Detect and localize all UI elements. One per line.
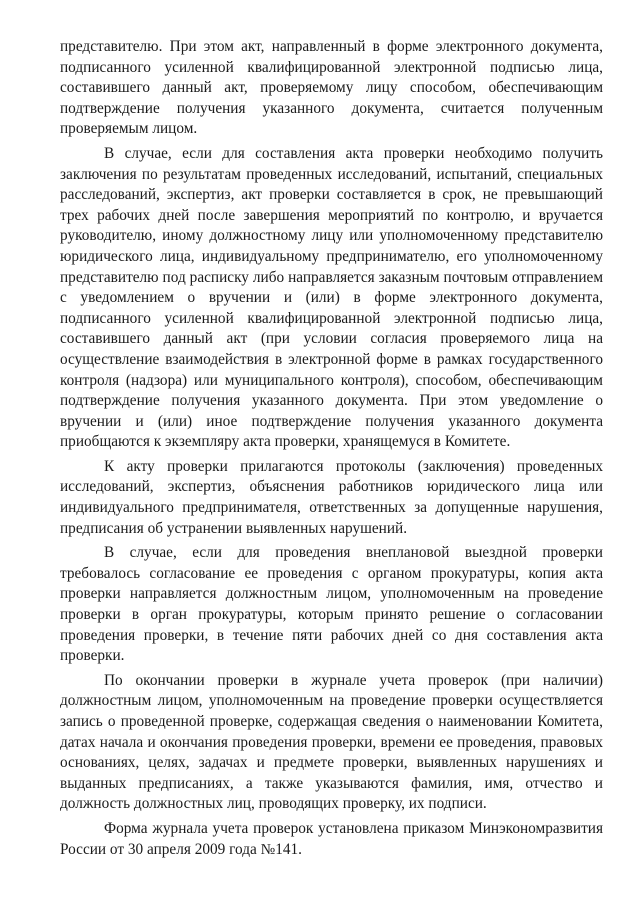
paragraph-act-attachments: К акту проверки прилагаются протоколы (заключения) проведенных исследований, экспертиз, объяснения работников юридического лица или индивидуального предпринимателя, ответственных за допущенные нарушения, предписания об устранении выявленных нарушений.: [60, 457, 603, 537]
paragraph-inspection-journal: По окончании проверки в журнале учета проверок (при наличии) должностным лицом, уполномоченным на проведение проверки осуществляется запись о проведенной проверке, содержащая сведения о наименовании Комитета, датах начала и окончания проведения проверки, времени ее проведения, правовых основаниях, целях, задачах и предмете проверки, выявленных нарушениях и выданных предписаниях, а также указываются фамилия, имя, отчество и должность должностных лиц, проводящих проверку, их подписи.: [60, 671, 603, 813]
paragraph-continuation: представителю. При этом акт, направленный в форме электронного документа, подписанного усиленной квалифицированной электронной подписью лица, составившего данный акт, проверяемому лицу способом, обеспечивающим подтверждение получения указанного документа, считается полученным проверяемым лицом.: [60, 38, 603, 138]
paragraph-act-deadline: В случае, если для составления акта проверки необходимо получить заключения по результатам проведенных исследований, испытаний, специальных расследований, экспертиз, акт проверки составляется в срок, не превышающий трех рабочих дней после завершения мероприятий по контролю, и вручается руководителю, иному должностному лицу или уполномоченному представителю юридического лица, индивидуальному предпринимателю, его уполномоченному представителю под расписку либо направляется заказным почтовым отправлением с уведомлением о вручении и (или) в форме электронного документа, подписанного усиленной квалифицированной электронной подписью лица, составившего данный акт (при условии согласия проверяемого лица на осуществление взаимодействия в электронной форме в рамках государственного контроля (надзора) или муниципального контроля), способом, обеспечивающим подтверждение получения указанного документа. При этом уведомление о вручении и (или) иное подтверждение получения указанного документа приобщаются к экземпляру акта проверки, хранящемуся в Комитете.: [60, 144, 603, 451]
paragraph-prosecutor-copy: В случае, если для проведения внеплановой выездной проверки требовалось согласование ее проведения с органом прокуратуры, копия акта проверки направляется должностным лицом, уполномоченным на проведение проверки в орган прокуратуры, которым принято решение о согласовании проведения проверки, в течение пяти рабочих дней со дня составления акта проверки.: [60, 544, 603, 665]
paragraph-journal-form: Форма журнала учета проверок установлена приказом Минэкономразвития России от 30 апреля 2009 года №141.: [60, 819, 603, 858]
